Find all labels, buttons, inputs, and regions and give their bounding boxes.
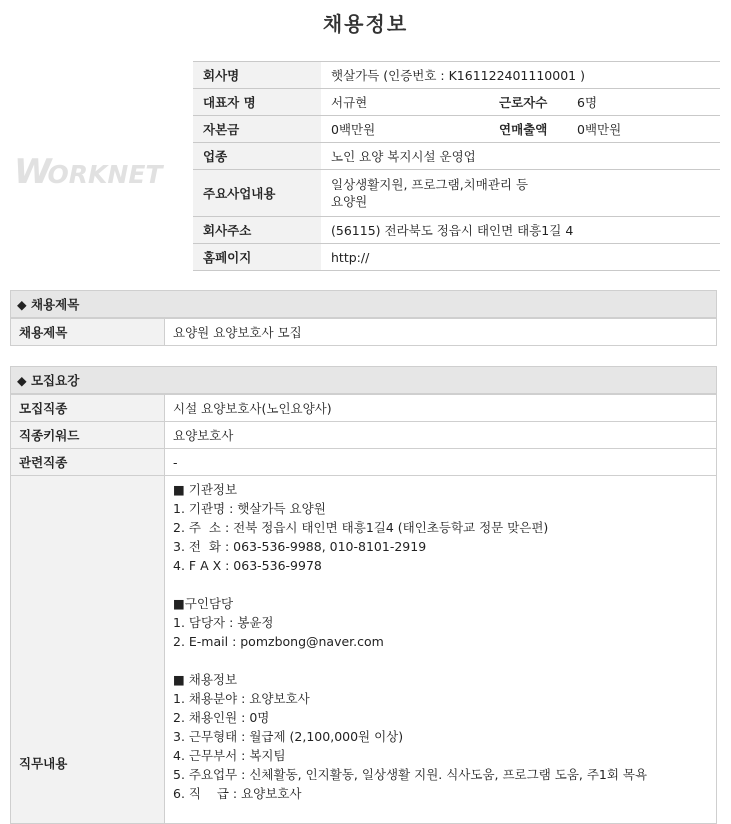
ceo-label: 대표자 명 (193, 89, 321, 116)
recruit-title-value: 요양원 요양보호사 모집 (165, 319, 717, 346)
business-label: 주요사업내용 (193, 170, 321, 217)
duty-line: 2. 주 소 : 전북 정읍시 태인면 태흥1길4 (태인초등학교 정문 맞은편) (173, 520, 549, 535)
industry-value: 노인 요양 복지시설 운영업 (321, 143, 720, 170)
related-job-value: - (165, 449, 717, 476)
requirements-table (10, 394, 717, 824)
duty-line: 3. 근무형태 : 월급제 (2,100,000원 이상) (173, 729, 404, 744)
duty-line: 6. 직 급 : 요양보호사 (173, 786, 302, 801)
employees-label: 근로자수 (489, 89, 567, 116)
job-category-label: 모집직종 (11, 395, 165, 422)
duty-label: 직무내용 (11, 476, 165, 824)
section-header: ◆ 모집요강 (10, 366, 717, 394)
duty-line: 1. 담당자 : 봉윤정 (173, 615, 274, 630)
employees-value: 6명 (567, 89, 720, 116)
recruit-title-section (10, 290, 717, 346)
homepage-row (193, 244, 720, 271)
industry-label: 업종 (193, 143, 321, 170)
table-row (11, 422, 717, 449)
page-title: 채용정보 (322, 12, 409, 36)
duty-line: ■구인담당 (173, 596, 234, 611)
hiring-info-block (173, 670, 708, 803)
job-keyword-value: 요양보호사 (165, 422, 717, 449)
capital-label: 자본금 (193, 116, 321, 143)
recruit-title-label: 채용제목 (11, 319, 165, 346)
duty-line: 2. 채용인원 : 0명 (173, 710, 270, 725)
table-row (11, 476, 717, 824)
address-row (193, 217, 720, 244)
address-value: (56115) 전라북도 정읍시 태인면 태흥1길 4 (321, 217, 720, 244)
table-row (11, 319, 717, 346)
ceo-row (193, 89, 720, 116)
recruit-title-table (10, 318, 717, 346)
business-value-line: 일상생활지원, 프로그램,치매관리 등 (331, 177, 529, 192)
worknet-logo: WORKNET (14, 152, 163, 192)
contact-block (173, 594, 708, 651)
job-category-value: 시설 요양보호사(노인요양사) (165, 395, 717, 422)
job-keyword-label: 직종키워드 (11, 422, 165, 449)
duty-line: 4. 근무부서 : 복지팀 (173, 748, 286, 763)
company-name-label: 회사명 (193, 62, 321, 89)
related-job-label: 관련직종 (11, 449, 165, 476)
sales-label: 연매출액 (489, 116, 567, 143)
business-value-line: 요양원 (331, 194, 368, 209)
duty-line: 2. E-mail : pomzbong@naver.com (173, 634, 384, 649)
section-header: ◆ 채용제목 (10, 290, 717, 318)
industry-row (193, 143, 720, 170)
capital-value: 0백만원 (321, 116, 489, 143)
org-info-block (173, 480, 708, 575)
duty-line: ■ 채용정보 (173, 672, 238, 687)
homepage-link[interactable]: http:// (321, 244, 720, 271)
requirements-section (10, 366, 717, 824)
table-row (11, 449, 717, 476)
company-name-value: 햇살가득 (인증번호 : K161122401110001 ) (321, 62, 720, 89)
ceo-value: 서규현 (321, 89, 489, 116)
duty-line: 5. 주요업무 : 신체활동, 인지활동, 일상생활 지원. 식사도움, 프로그램 도움, 주1회 목욕 (173, 767, 648, 782)
duty-line: 4. F A X : 063-536-9978 (173, 558, 322, 573)
homepage-label: 홈페이지 (193, 244, 321, 271)
table-row (11, 395, 717, 422)
capital-row (193, 116, 720, 143)
address-label: 회사주소 (193, 217, 321, 244)
duty-line: ■ 기관정보 (173, 482, 238, 497)
duty-line: 1. 기관명 : 햇살가득 요양원 (173, 501, 326, 516)
duty-line: 3. 전 화 : 063-536-9988, 010-8101-2919 (173, 539, 427, 554)
sales-value: 0백만원 (567, 116, 720, 143)
company-name-row (193, 62, 720, 89)
business-row (193, 170, 720, 217)
duty-content (165, 476, 717, 824)
company-info-table (193, 61, 720, 271)
duty-line: 1. 채용분야 : 요양보호사 (173, 691, 310, 706)
business-value (321, 170, 720, 217)
